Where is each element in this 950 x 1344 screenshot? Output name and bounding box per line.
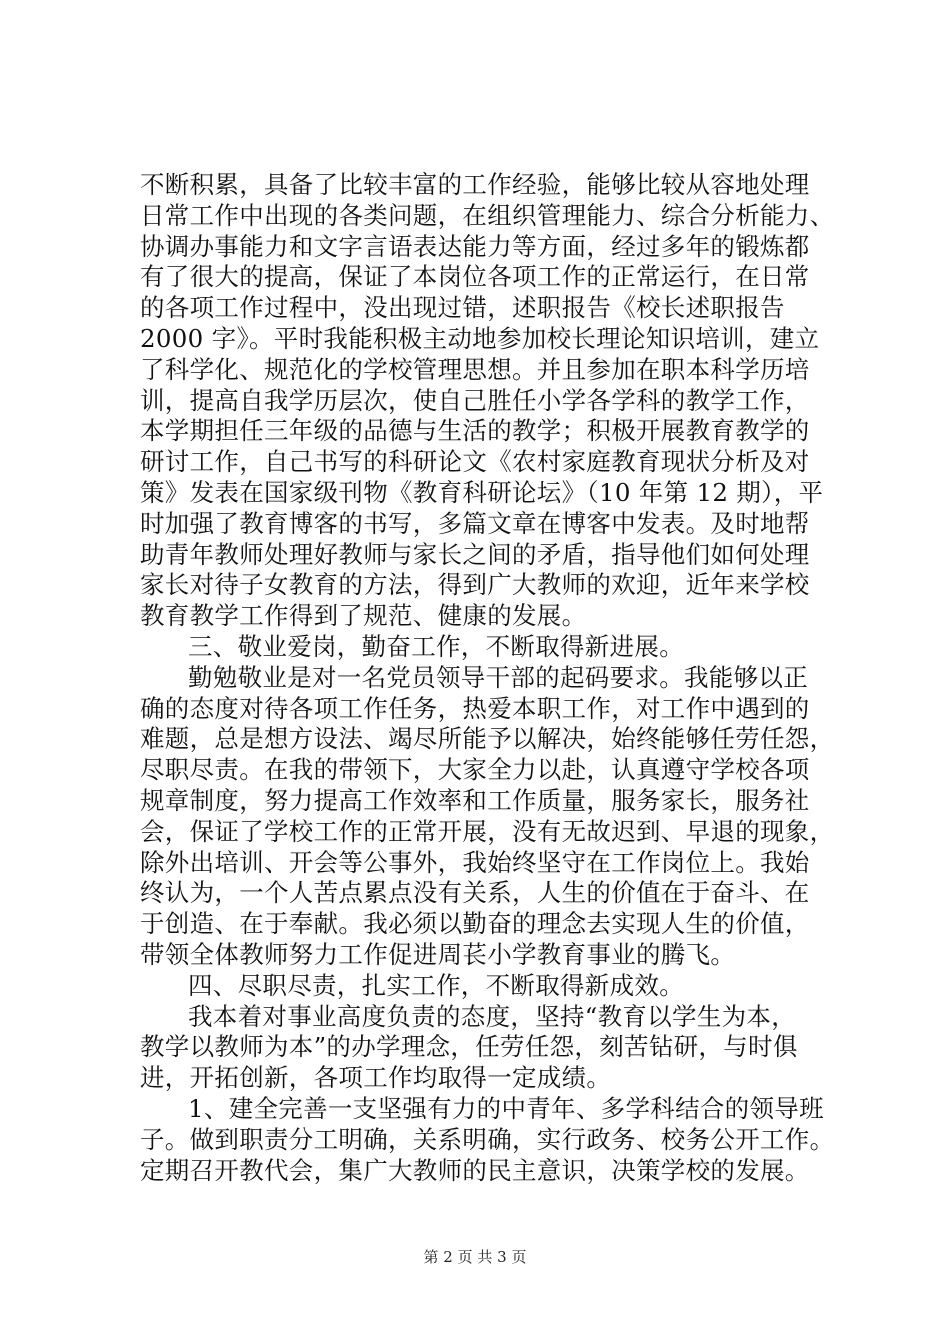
- text-line: 定期召开教代会，集广大教师的民主意识，决策学校的发展。: [140, 1155, 810, 1185]
- text-line: 日常工作中出现的各类问题，在组织管理能力、综合分析能力、: [140, 200, 835, 230]
- text-line: 的各项工作过程中，没出现过错，述职报告《校长述职报告: [140, 293, 785, 323]
- text-line: 三、敬业爱岗，勤奋工作，不断取得新进展。: [188, 631, 684, 661]
- document-body: [140, 170, 835, 1186]
- text-line: 训，提高自我学历层次，使自己胜任小学各学科的教学工作，: [140, 385, 810, 415]
- text-line: 勤勉敬业是对一名党员领导干部的起码要求。我能够以正: [188, 662, 808, 692]
- text-line: 进，开拓创新，各项工作均取得一定成绩。: [140, 1063, 612, 1093]
- text-line: 确的态度对待各项工作任务，热爱本职工作，对工作中遇到的: [140, 693, 810, 723]
- text-line: 难题，总是想方设法、竭尽所能予以解决，始终能够任劳任怨，: [140, 724, 835, 754]
- text-line: 了科学化、规范化的学校管理思想。并且参加在职本科学历培: [140, 354, 810, 384]
- text-line: 尽职尽责。在我的带领下，大家全力以赴，认真遵守学校各项: [140, 755, 810, 785]
- text-line: 本学期担任三年级的品德与生活的教学；积极开展教育教学的: [140, 416, 810, 446]
- text-line: 家长对待子女教育的方法，得到广大教师的欢迎，近年来学校: [140, 570, 810, 600]
- text-line: 2000 字》。平时我能积极主动地参加校长理论知识培训，建立: [140, 323, 820, 353]
- text-line: 1、建全完善一支坚强有力的中青年、多学科结合的领导班: [188, 1093, 824, 1123]
- text-line: 终认为，一个人苦点累点没有关系，人生的价值在于奋斗、在: [140, 878, 810, 908]
- text-line: 教育教学工作得到了规范、健康的发展。: [140, 601, 587, 631]
- text-line: 子。做到职责分工明确，关系明确，实行政务、校务公开工作。: [140, 1124, 835, 1154]
- text-line: 教学以教师为本”的办学理念，任劳任怨，刻苦钻研，与时俱: [140, 1032, 798, 1062]
- text-line: 助青年教师处理好教师与家长之间的矛盾，指导他们如何处理: [140, 539, 810, 569]
- text-line: 不断积累，具备了比较丰富的工作经验，能够比较从容地处理: [140, 170, 810, 199]
- text-line: 协调办事能力和文字言语表达能力等方面，经过多年的锻炼都: [140, 231, 810, 261]
- text-line: 除外出培训、开会等公事外，我始终坚守在工作岗位上。我始: [140, 847, 810, 877]
- text-line: 我本着对事业高度负责的态度，坚持“教育以学生为本，: [188, 1001, 797, 1031]
- page-footer: 第 2 页 共 3 页: [423, 1248, 527, 1266]
- text-line: 四、尽职尽责，扎实工作，不断取得新成效。: [188, 970, 684, 1000]
- text-line: 会，保证了学校工作的正常开展，没有无故迟到、早退的现象，: [140, 816, 835, 846]
- text-line: 策》发表在国家级刊物《教育科研论坛》（10 年第 12 期），平: [140, 477, 824, 507]
- text-line: 于创造、在于奉献。我必须以勤奋的理念去实现人生的价值，: [140, 909, 810, 939]
- text-line: 带领全体教师努力工作促进周苌小学教育事业的腾飞。: [140, 939, 736, 969]
- text-line: 规章制度，努力提高工作效率和工作质量，服务家长，服务社: [140, 785, 810, 815]
- text-line: 研讨工作，自己书写的科研论文《农村家庭教育现状分析及对: [140, 447, 810, 477]
- text-line: 有了很大的提高，保证了本岗位各项工作的正常运行，在日常: [140, 262, 810, 292]
- text-line: 时加强了教育博客的书写，多篇文章在博客中发表。及时地帮: [140, 508, 810, 538]
